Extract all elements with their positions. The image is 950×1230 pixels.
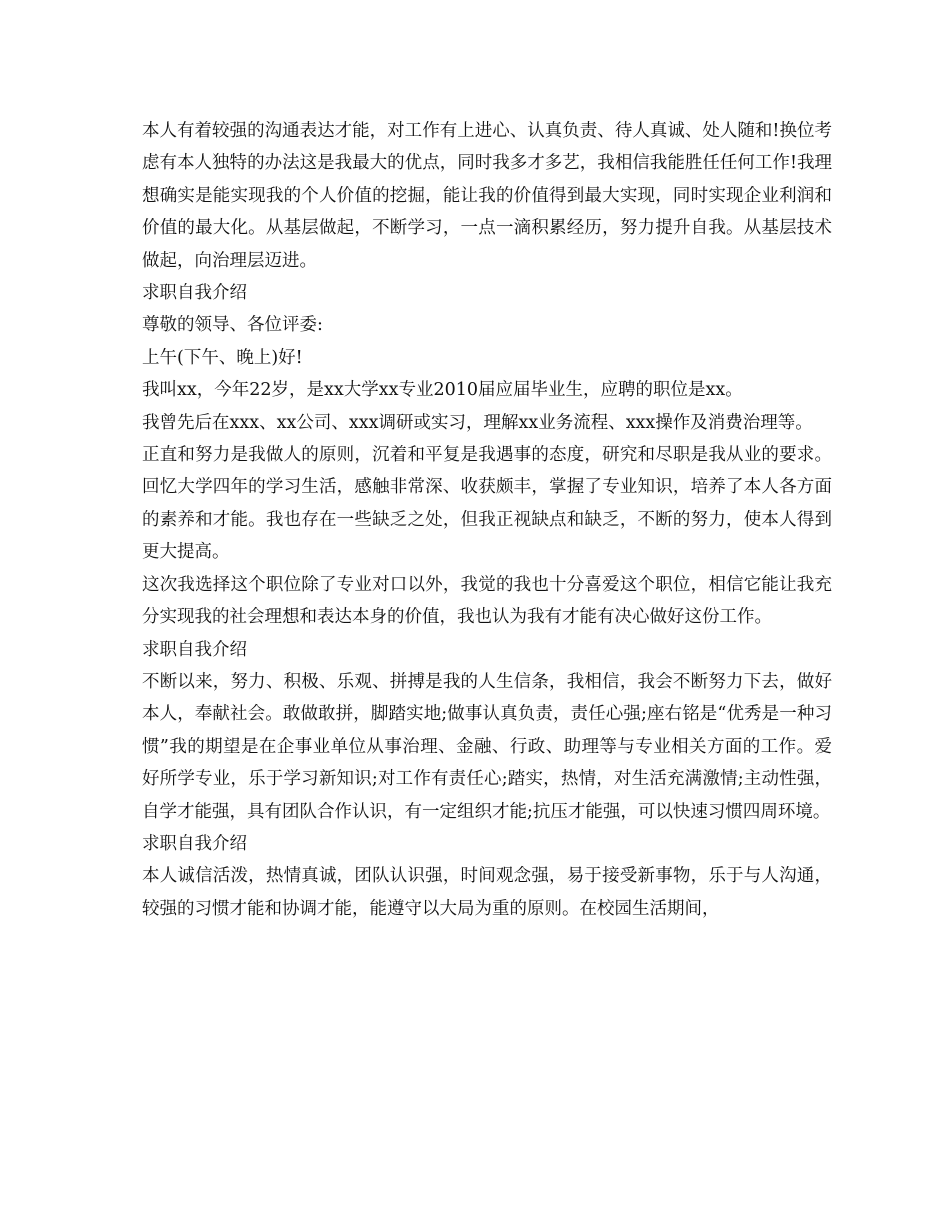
paragraph-personality: 本人诚信活泼，热情真诚，团队认识强，时间观念强，易于接受新事物，乐于与人沟通，较强的习惯才能和协调才能，能遵守以大局为重的原则。在校园生活期间， [142, 866, 832, 919]
paragraph-intro: 本人有着较强的沟通表达才能，对工作有上进心、认真负责、待人真诚、处人随和!换位考虑有本人独特的办法这是我最大的优点，同时我多才多艺，我相信我能胜任任何工作!我理想确实是能实现我的个人价值的挖掘，能让我的价值得到最大实现，同时实现企业利润和价值的最大化。从基层做起，不断学习，一点一滴积累经历，努力提升自我。从基层技术做起，向治理层迈进。 [142, 121, 832, 271]
greeting: 上午(下午、晚上)好! [142, 347, 303, 368]
paragraph-position-choice: 这次我选择这个职位除了专业对口以外，我觉的我也十分喜爱这个职位，相信它能让我充分实现我的社会理想和表达本身的价值，我也认为我有才能有决心做好这份工作。 [142, 574, 832, 628]
document-body [142, 115, 832, 925]
section-heading-2: 求职自我介绍 [142, 639, 247, 660]
section-heading-1: 求职自我介绍 [142, 283, 247, 304]
paragraph-motto: 不断以来，努力、积极、乐观、拼搏是我的人生信条，我相信，我会不断努力下去，做好本人，奉献社会。敢做敢拼，脚踏实地;做事认真负责，责任心强;座右铭是“优秀是一种习惯”我的期望是在企事业单位从事治理、金融、行政、助理等与专业相关方面的工作。爱好所学专业，乐于学习新知识;对工作有责任心;踏实，热情，对生活充满激情;主动性强，自学才能强，具有团队合作认识，有一定组织才能;抗压才能强，可以快速习惯四周环境。 [142, 671, 832, 822]
section-heading-3: 求职自我介绍 [142, 833, 247, 854]
salutation: 尊敬的领导、各位评委: [142, 315, 323, 336]
paragraph-principles: 正直和努力是我做人的原则，沉着和平复是我遇事的态度，研究和尽职是我从业的要求。回忆大学四年的学习生活，感触非常深、收获颇丰，掌握了专业知识，培养了本人各方面的素养和才能。我也存在一些缺乏之处，但我正视缺点和缺乏，不断的努力，使本人得到更大提高。 [142, 445, 832, 563]
paragraph-name-info: 我叫xx，今年22岁，是xx大学xx专业2010届应届毕业生，应聘的职位是xx。 [142, 380, 743, 401]
paragraph-experience: 我曾先后在xxx、xx公司、xxx调研或实习，理解xx业务流程、xxx操作及消费治理等。 [142, 412, 813, 433]
